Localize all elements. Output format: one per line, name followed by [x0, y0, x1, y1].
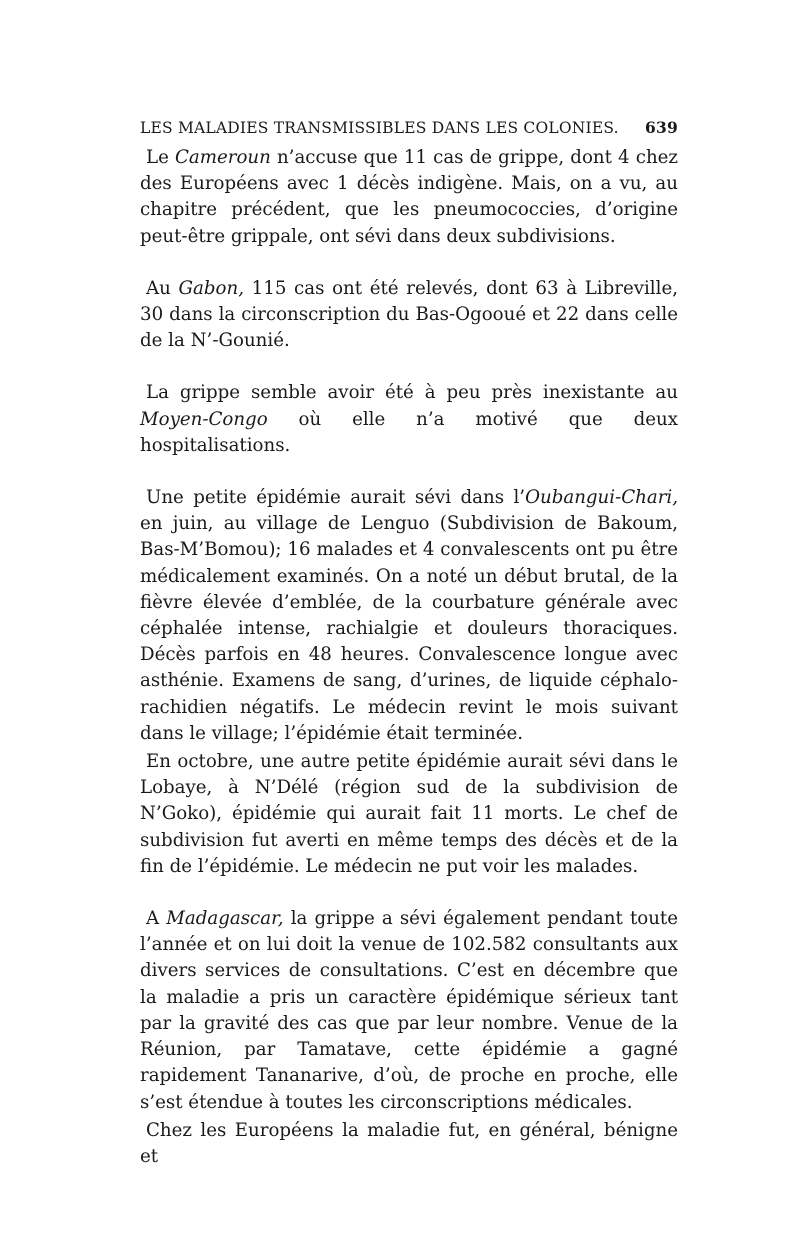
- place-name: Moyen-Congo: [140, 408, 268, 430]
- text-run: En octobre, une autre petite épidémie aurait sévi dans le Lobaye, à N’Délé (région sud de la subdivision de N’Goko), épidémie qui aurait fait 11 morts. Le chef de subdivision fut averti en même temps des décès et de la fin de l’épidémie. Le médecin ne put voir les malades.: [140, 751, 678, 877]
- document-page: [140, 118, 678, 1170]
- paragraph-gabon: [140, 276, 678, 355]
- running-title: LES MALADIES TRANSMISSIBLES DANS LES COLONIES.: [140, 119, 619, 137]
- text-run: Chez les Européens la maladie fut, en général, bénigne et: [140, 1119, 678, 1167]
- paragraph-moyen-congo: [140, 380, 678, 459]
- page-number: 639: [645, 118, 678, 137]
- text-run: 115 cas ont été relevés, dont 63 à Libreville, 30 dans la circonscription du Bas-Ogooué et 22 dans celle de la N’-Gounié.: [140, 277, 678, 352]
- text-run: en juin, au village de Lenguo (Subdivision de Bakoum, Bas-M’Bomou); 16 malades et 4 convalescents ont pu être médicalement examinés. On a noté un début brutal, de la fièvre élevée d’emblée, de la courbature générale avec céphalée intense, rachialgie et douleurs thoraciques. Décès parfois en 48 heures. Convalescence longue avec asthénie. Examens de sang, d’urines, de liquide céphalo-rachidien négatifs. Le médecin revint le mois suivant dans le village; l’épidémie était terminée.: [140, 513, 678, 744]
- text-run: Le: [146, 147, 175, 168]
- place-name: Cameroun: [174, 147, 271, 168]
- text-run: Au: [146, 277, 179, 299]
- text-run: Une petite épidémie aurait sévi dans l’: [146, 487, 526, 509]
- paragraph-europeens: [140, 1118, 678, 1170]
- paragraph-lobaye: [140, 749, 678, 880]
- text-run: où elle n’a motivé que deux hospitalisations.: [140, 408, 678, 456]
- running-header: [140, 118, 678, 137]
- place-name: Madagascar,: [166, 908, 284, 930]
- paragraph-cameroun: [140, 145, 678, 250]
- text-run: la grippe a sévi également pendant toute l’année et on lui doit la venue de 102.582 consultants aux divers services de consultations. C’est en décembre que la maladie a pris un caractère épidémique sérieux tant par la gravité des cas que par leur nombre. Venue de la Réunion, par Tamatave, cette épidémie a gagné rapidement Tananarive, d’où, de proche en proche, elle s’est étendue à toutes les circonscriptions médicales.: [140, 908, 678, 1113]
- place-name: Gabon,: [178, 277, 244, 299]
- text-run: La grippe semble avoir été à peu près inexistante au: [146, 382, 678, 404]
- text-run: A: [146, 908, 167, 930]
- paragraph-madagascar: [140, 906, 678, 1116]
- place-name: Oubangui-Chari,: [525, 487, 678, 509]
- text-run: n’accuse que 11 cas de grippe, dont 4 chez des Européens avec 1 décès indigène. Mais, on a vu, au chapitre précédent, que les pneumococcies, d’origine peut-être grippale, ont sévi dans deux subdivisions.: [140, 147, 679, 247]
- paragraph-oubangui-chari: [140, 485, 678, 747]
